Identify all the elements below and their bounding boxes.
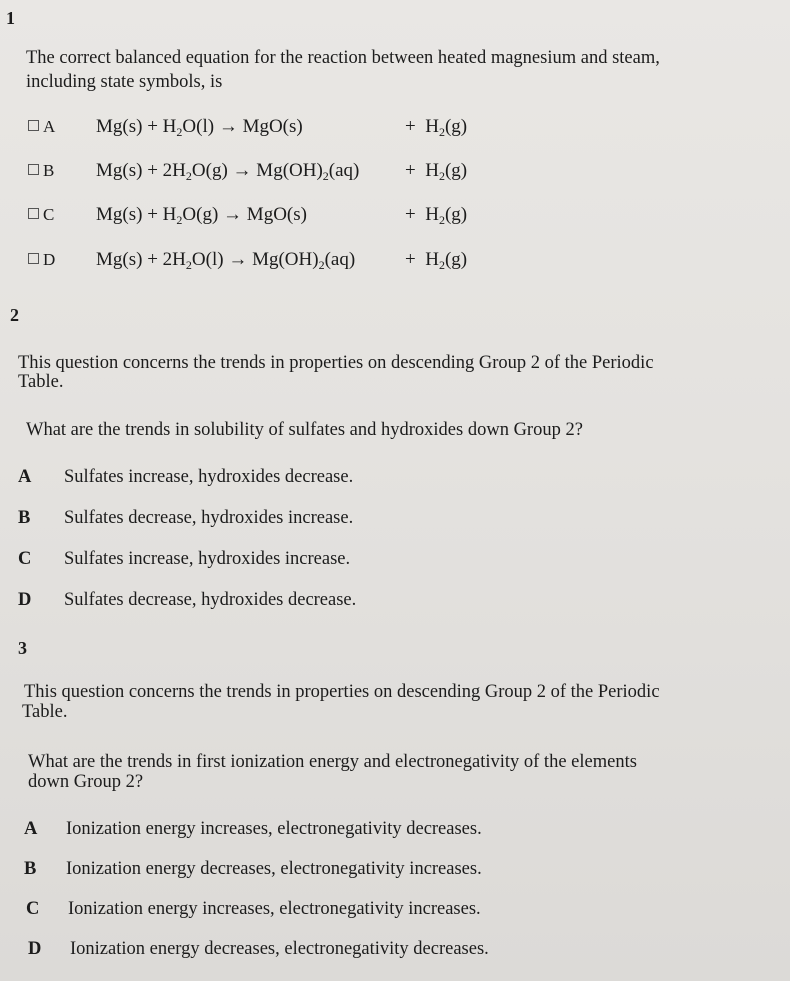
q2-option-b[interactable] xyxy=(18,508,353,529)
q1-option-d-rhs: + $H_2(g)$ xyxy=(405,249,468,272)
q1-option-a-lhs: $Mg(s) + H_2O(l) \to MgO(s)$ xyxy=(96,116,303,139)
q3-option-c[interactable] xyxy=(26,899,481,920)
question-2-prompt: What are the trends in solubility of sulfates and hydroxides down Group 2? xyxy=(26,420,583,440)
q1-option-c-checkbox[interactable] xyxy=(28,208,39,219)
q1-option-c-letter: C xyxy=(43,205,55,224)
q2-option-b-letter: B xyxy=(18,508,31,528)
q1-option-c[interactable] xyxy=(28,204,54,226)
q3-option-b[interactable] xyxy=(24,859,482,880)
q1-option-b-lhs: $Mg(s) + 2H_2O(g) \to Mg(OH)_2(aq)$ xyxy=(96,160,360,183)
q1-option-a-rhs: + $H_2(g)$ xyxy=(405,116,468,139)
reaction-arrow-icon: → xyxy=(218,116,238,137)
question-3-stem-line-1: This question concerns the trends in properties on descending Group 2 of the Periodic xyxy=(24,682,660,702)
q2-option-c-letter: C xyxy=(18,549,32,569)
q1-option-c-rhs: + $H_2(g)$ xyxy=(405,204,468,227)
question-1-stem-line-1: The correct balanced equation for the reaction between heated magnesium and steam, xyxy=(26,48,660,68)
question-3-prompt-line-2: down Group 2? xyxy=(28,772,144,792)
question-2-stem-line-1: This question concerns the trends in properties on descending Group 2 of the Periodic xyxy=(18,353,654,373)
q1-option-d-lhs: $Mg(s) + 2H_2O(l) \to Mg(OH)_2(aq)$ xyxy=(96,249,356,272)
q1-option-b-checkbox[interactable] xyxy=(28,164,39,175)
q3-option-d[interactable] xyxy=(28,939,489,960)
q3-option-d-text: Ionization energy decreases, electronegativity decreases. xyxy=(70,939,489,959)
reaction-arrow-icon: → xyxy=(228,249,248,270)
reaction-arrow-icon: → xyxy=(232,160,252,181)
question-2-stem-line-2: Table. xyxy=(18,372,64,392)
q3-option-a-letter: A xyxy=(24,819,38,839)
question-1-number: 1 xyxy=(6,8,15,28)
q1-option-c-lhs: $Mg(s) + H_2O(g) \to MgO(s)$ xyxy=(96,204,307,227)
q3-option-a-text: Ionization energy increases, electronegativity decreases. xyxy=(66,819,482,839)
q2-option-a-text: Sulfates increase, hydroxides decrease. xyxy=(64,467,354,487)
q3-option-d-letter: D xyxy=(28,939,42,959)
q1-option-b-rhs: + $H_2(g)$ xyxy=(405,160,468,183)
q2-option-c[interactable] xyxy=(18,549,350,570)
question-1-stem-line-2: including state symbols, is xyxy=(26,72,223,92)
q2-option-b-text: Sulfates decrease, hydroxides increase. xyxy=(64,508,354,528)
q3-option-c-text: Ionization energy increases, electronegativity increases. xyxy=(68,899,481,919)
q2-option-a[interactable] xyxy=(18,467,353,488)
reaction-arrow-icon: → xyxy=(223,204,243,225)
q2-option-c-text: Sulfates increase, hydroxides increase. xyxy=(64,549,351,569)
q2-option-d-text: Sulfates decrease, hydroxides decrease. xyxy=(64,590,357,610)
q1-option-a-letter: A xyxy=(43,117,56,136)
q2-option-a-letter: A xyxy=(18,467,32,487)
q2-option-d[interactable] xyxy=(18,590,356,611)
q1-option-b[interactable] xyxy=(28,160,54,182)
q1-option-d-letter: D xyxy=(43,250,56,269)
q1-option-b-letter: B xyxy=(43,161,55,180)
q1-option-a[interactable] xyxy=(28,116,55,138)
question-3-prompt-line-1: What are the trends in first ionization energy and electronegativity of the elements xyxy=(28,752,637,772)
q1-option-d-checkbox[interactable] xyxy=(28,253,39,264)
q2-option-d-letter: D xyxy=(18,590,32,610)
q3-option-b-letter: B xyxy=(24,859,37,879)
q3-option-a[interactable] xyxy=(24,819,482,840)
q1-option-d[interactable] xyxy=(28,249,55,271)
q3-option-b-text: Ionization energy decreases, electronegativity increases. xyxy=(66,859,482,879)
question-3-number: 3 xyxy=(18,638,27,658)
q3-option-c-letter: C xyxy=(26,899,40,919)
question-2-number: 2 xyxy=(10,305,19,325)
question-3-stem-line-2: Table. xyxy=(22,702,68,722)
q1-option-a-checkbox[interactable] xyxy=(28,120,39,131)
